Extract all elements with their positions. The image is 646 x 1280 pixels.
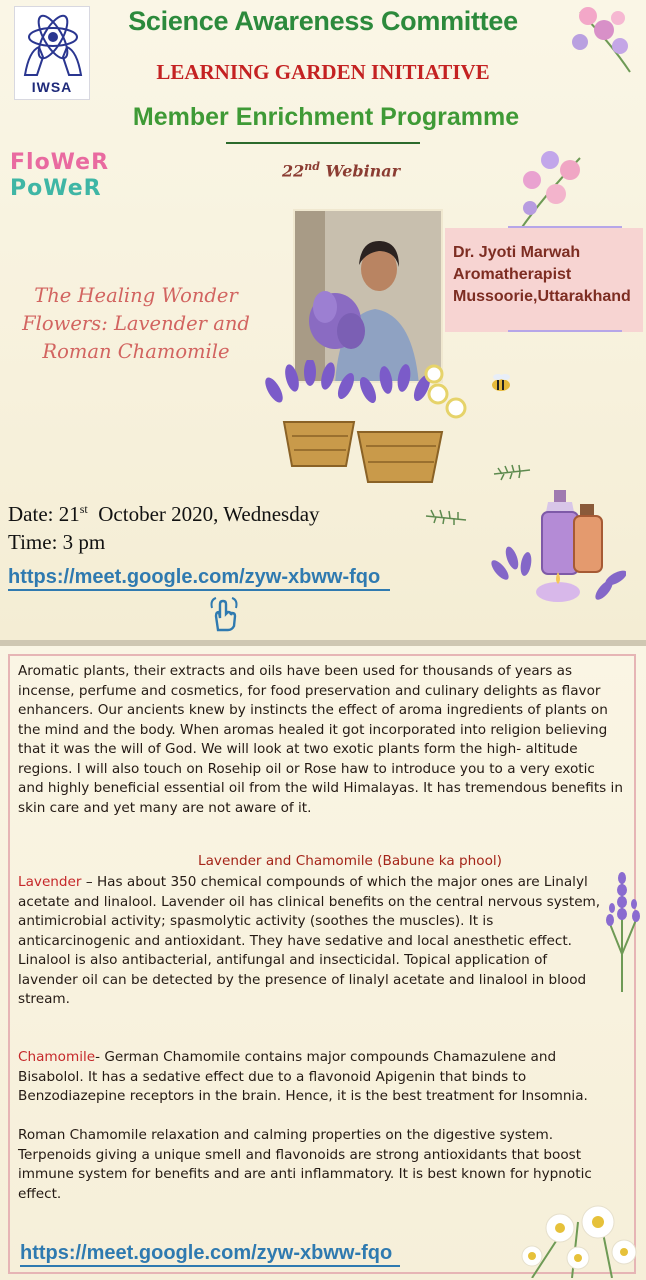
committee-title: Science Awareness Committee	[128, 6, 518, 36]
speaker-info	[445, 228, 643, 332]
herb-sprig-icon	[424, 506, 468, 528]
webinar-number	[282, 160, 400, 180]
webinar-topic: The Healing Wonder Flowers: Lavender and Roman Chamomile	[22, 284, 250, 363]
initiative-title: LEARNING GARDEN INITIATIVE	[156, 60, 490, 84]
meet-link-bottom[interactable]: https://meet.google.com/zyw-xbww-fqo	[20, 1242, 400, 1267]
click-hand-icon	[206, 594, 242, 632]
chamomile-paragraph	[18, 1048, 624, 1107]
intro-paragraph: Aromatic plants, their extracts and oils have been used for thousands of years as incense, perfume and cosmetics, for food preservation and culinary delights as flavor enhancers. Our ancients knew by instincts the effect of aroma ingredients of plants on the mind and the body. When aromas healed it got incorporated into religion believing that it was the will of God. We will look at two exotic plants form the high- altitude regions. I will also touch on Rosehip oil or Rose haw to introduce you to a very exotic and highly beneficial essential oil from the wild Himalayas. It has tremendous benefits in skin care and yet many are not aware of it.	[18, 663, 623, 816]
speaker-location: Mussoorie,Uttarakhand	[453, 288, 631, 305]
chamomile-flowers-icon	[512, 1192, 644, 1278]
flower-power-line-2: PoWeR	[10, 176, 102, 201]
meet-link[interactable]: https://meet.google.com/zyw-xbww-fqo	[8, 566, 390, 591]
lavender-paragraph	[18, 873, 602, 1010]
event-date-prefix: Date: 21	[8, 502, 80, 526]
logo-text: IWSA	[31, 79, 73, 95]
speaker-name: Dr. Jyoti Marwah	[453, 244, 581, 261]
event-date	[8, 502, 320, 527]
title-divider	[226, 142, 420, 144]
event-time: Time: 3 pm	[8, 530, 106, 554]
speaker-photo	[293, 209, 443, 383]
lavender-label: Lavender	[18, 874, 82, 890]
chamomile-label: Chamomile	[18, 1049, 96, 1065]
programme-title: Member Enrichment Programme	[132, 103, 520, 131]
herb-sprig-icon	[492, 462, 532, 482]
lavender-sprig-icon	[600, 864, 644, 994]
sweet-pea-flowers-icon	[510, 146, 590, 232]
roman-chamomile-paragraph: Roman Chamomile relaxation and calming properties on the digestive system. Terpenoids giving a unique smell and flavonoids are strong antioxidants that boost immune system for benefits and are anti inflammatory. It is best known for hypnotic effect.	[18, 1127, 592, 1202]
bee-icon	[488, 372, 514, 394]
sweet-pea-flowers-icon	[560, 2, 644, 74]
section-subheading: Lavender and Chamomile (Babune ka phool)	[198, 853, 502, 869]
webinar-label: Webinar	[325, 161, 401, 181]
webinar-description	[0, 646, 646, 1280]
lavender-text: – Has about 350 chemical compounds of which the major ones are Linalyl acetate and linalool. Lavender oil has clinical benefits on the central nervous system, antimicrobial activity; spasmolytic activity (soothes the muscles). It is anticarcinogenic and antioxidant. They have sedative and local anesthetic effect. Linalool is also antibacterial, antifungal and insecticidal. Topical application of lavender oil can be detected by the presence of linalyl acetate and linalool in blood stream.	[18, 874, 601, 1007]
webinar-ordinal: 22	[282, 161, 305, 181]
lavender-baskets-icon	[258, 360, 488, 486]
event-date-suffix: st	[79, 502, 88, 516]
essential-oil-bottles-icon	[486, 488, 626, 612]
chamomile-text: - German Chamomile contains major compounds Chamazulene and Bisabolol. It has a sedative effect due to a flavonoid Apigenin that binds to Benzodiazepine receptors in the brain. Hence, it is the best treatment for Insomnia.	[18, 1049, 588, 1104]
event-date-rest: October 2020, Wednesday	[87, 502, 320, 526]
speaker-role: Aromatherapist	[453, 266, 572, 283]
flower-power-line-1: FloWeR	[10, 150, 110, 175]
speaker-divider-bottom	[508, 330, 622, 332]
flower-power-badge	[10, 150, 110, 212]
speaker-portrait-icon	[295, 211, 443, 383]
webinar-ordinal-suffix: nd	[304, 160, 320, 173]
